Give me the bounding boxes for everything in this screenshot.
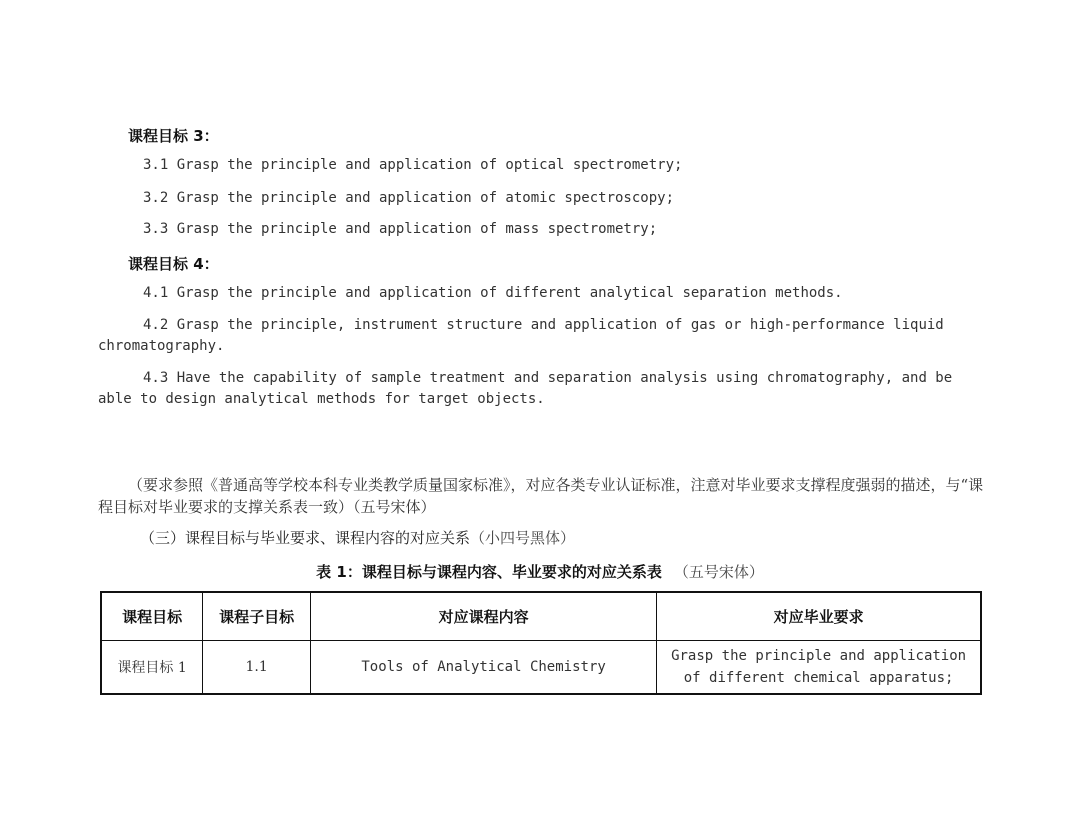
header-sub-goal: 课程子目标 [203, 592, 311, 641]
table-header-row [101, 592, 981, 641]
goal-3-item-3: 3.3 Grasp the principle and application of mass spectrometry; [143, 221, 658, 237]
table-row [101, 641, 981, 695]
table-caption [0, 561, 1080, 582]
goal-mapping-table [100, 591, 982, 695]
cell-requirement: Grasp the principle and application of different chemical apparatus; [657, 641, 981, 695]
section-3-heading [140, 527, 575, 548]
header-requirement: 对应毕业要求 [657, 592, 981, 641]
table-caption-title: 表 1：课程目标与课程内容、毕业要求的对应关系表 [316, 563, 662, 581]
goal-3-heading: 课程目标 3： [128, 127, 219, 145]
requirement-note: （要求参照《普通高等学校本科专业类教学质量国家标准》，对应各类专业认证标准，注意对毕业要求支撑程度强弱的描述，与“课程目标对毕业要求的支撑关系表一致）（五号宋体） [98, 476, 984, 516]
section-3-format-note: （小四号黑体） [470, 529, 576, 547]
goal-4-item-2: 4.2 Grasp the principle, instrument structure and application of gas or high-performance liquid chromatography. [98, 317, 944, 354]
header-goal: 课程目标 [101, 592, 203, 641]
table-caption-format-note: （五号宋体） [673, 563, 764, 581]
goal-3-item-1: 3.1 Grasp the principle and application of optical spectrometry; [143, 157, 683, 173]
goal-4-heading: 课程目标 4： [128, 255, 219, 273]
header-content: 对应课程内容 [311, 592, 657, 641]
section-3-title: （三）课程目标与毕业要求、课程内容的对应关系 [140, 529, 471, 547]
goal-4-item-3: 4.3 Have the capability of sample treatment and separation analysis using chromatography, and be able to design analytical methods for target objects. [98, 370, 953, 407]
cell-goal: 课程目标 1 [101, 641, 203, 695]
cell-content: Tools of Analytical Chemistry [311, 641, 657, 695]
goal-3-item-2: 3.2 Grasp the principle and application of atomic spectroscopy; [143, 190, 675, 206]
goal-4-item-1: 4.1 Grasp the principle and application of different analytical separation methods. [143, 285, 843, 301]
cell-sub-goal: 1.1 [203, 641, 311, 695]
